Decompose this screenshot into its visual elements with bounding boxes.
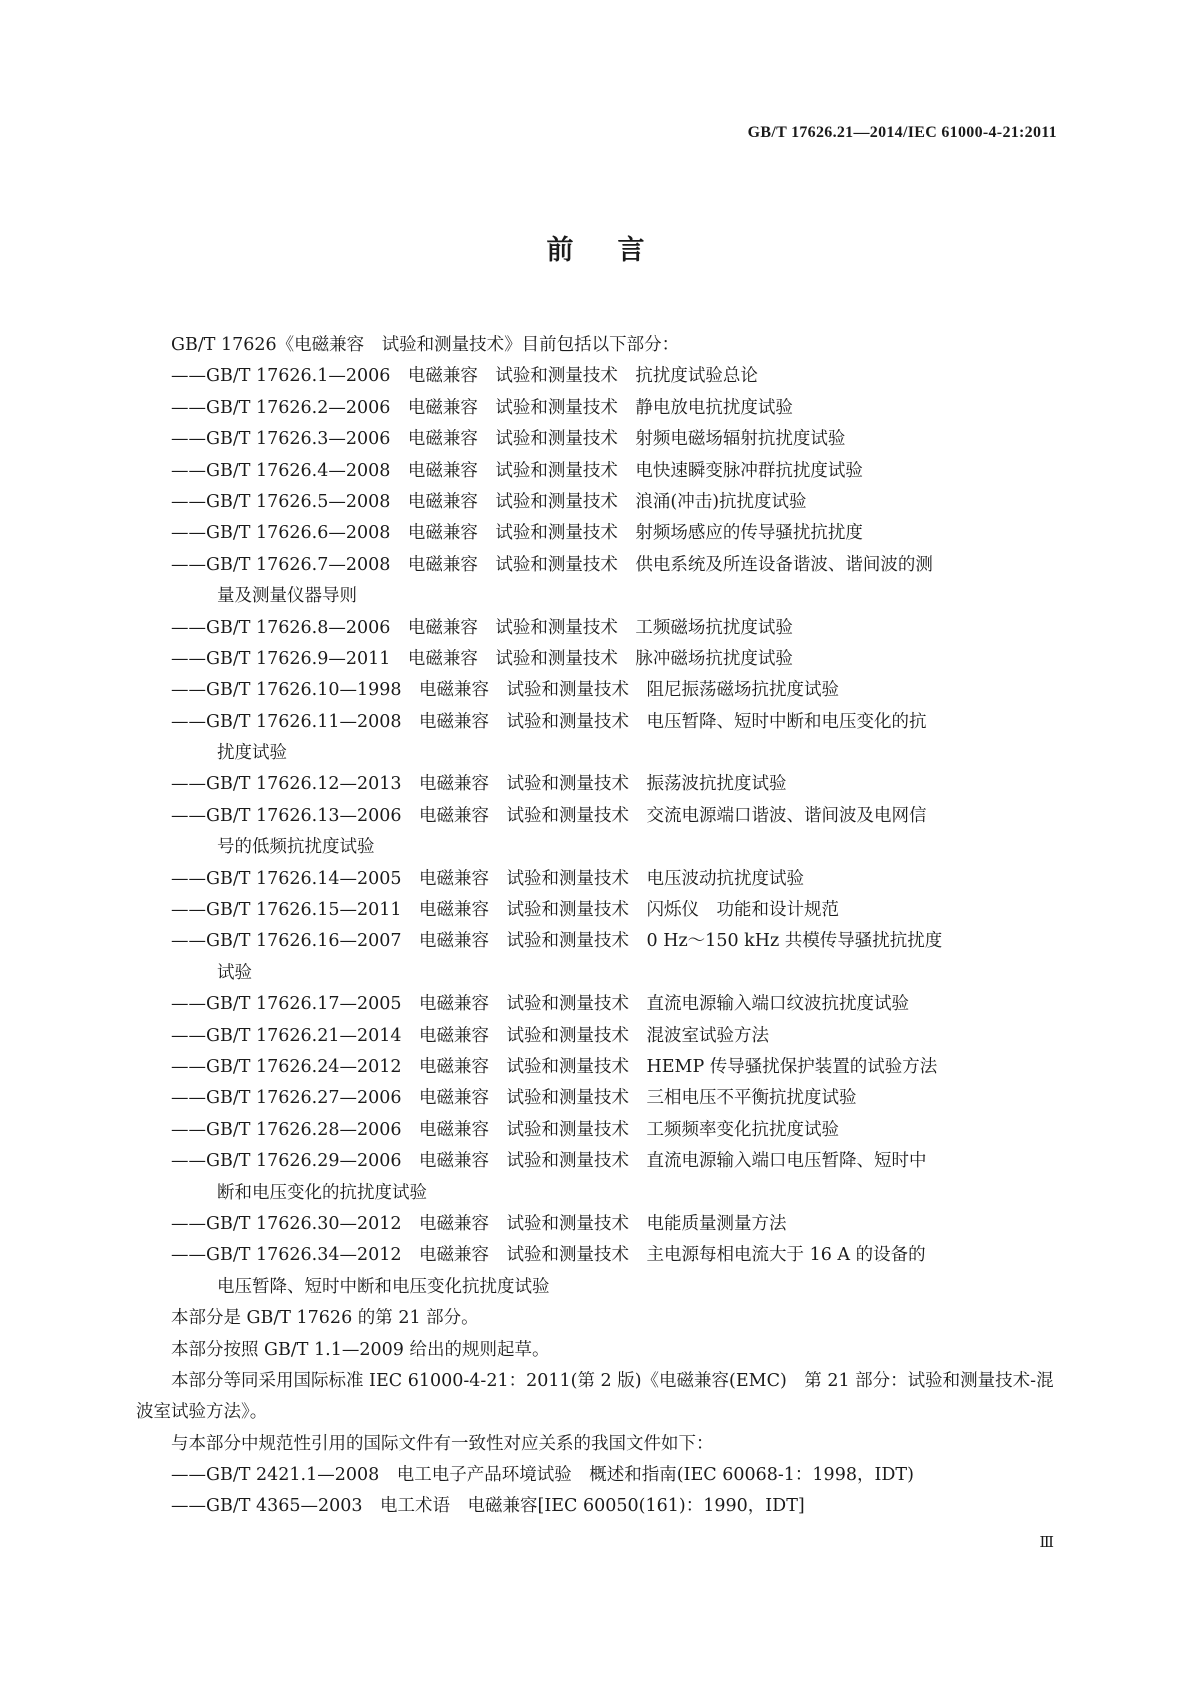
list-item: ——GB/T 17626.9—2011 电磁兼容 试验和测量技术 脉冲磁场抗扰度试验 bbox=[171, 648, 793, 669]
list-item: ——GB/T 17626.6—2008 电磁兼容 试验和测量技术 射频场感应的传导骚扰抗扰度 bbox=[171, 523, 863, 544]
reference-item: ——GB/T 4365—2003 电工术语 电磁兼容[IEC 60050(161)：1990，IDT] bbox=[171, 1496, 805, 1517]
list-item: ——GB/T 17626.1—2006 电磁兼容 试验和测量技术 抗扰度试验总论 bbox=[171, 366, 758, 387]
list-item: ——GB/T 17626.12—2013 电磁兼容 试验和测量技术 振荡波抗扰度试验 bbox=[171, 774, 787, 795]
drafting-rules-paragraph: 本部分按照 GB/T 1.1—2009 给出的规则起草。 bbox=[171, 1339, 550, 1360]
list-item: ——GB/T 17626.11—2008 电磁兼容 试验和测量技术 电压暂降、短时中断和电压变化的抗 bbox=[171, 711, 927, 732]
list-item: ——GB/T 17626.24—2012 电磁兼容 试验和测量技术 HEMP 传导骚扰保护装置的试验方法 bbox=[171, 1056, 938, 1077]
list-item: ——GB/T 17626.10—1998 电磁兼容 试验和测量技术 阻尼振荡磁场抗扰度试验 bbox=[171, 680, 840, 701]
list-item: ——GB/T 17626.4—2008 电磁兼容 试验和测量技术 电快速瞬变脉冲群抗扰度试验 bbox=[171, 460, 863, 481]
list-item: ——GB/T 17626.29—2006 电磁兼容 试验和测量技术 直流电源输入端口电压暂降、短时中 bbox=[171, 1151, 927, 1172]
foreword-body bbox=[136, 330, 1058, 1523]
list-item-continuation: 试验 bbox=[217, 962, 252, 983]
list-item-continuation: 断和电压变化的抗扰度试验 bbox=[217, 1182, 427, 1203]
page-number: Ⅲ bbox=[1039, 1535, 1053, 1551]
list-item-continuation: 扰度试验 bbox=[217, 743, 287, 764]
list-item: ——GB/T 17626.13—2006 电磁兼容 试验和测量技术 交流电源端口谐波、谐间波及电网信 bbox=[171, 805, 927, 826]
list-item: ——GB/T 17626.3—2006 电磁兼容 试验和测量技术 射频电磁场辐射抗扰度试验 bbox=[171, 429, 846, 450]
list-item: ——GB/T 17626.27—2006 电磁兼容 试验和测量技术 三相电压不平衡抗扰度试验 bbox=[171, 1088, 857, 1109]
list-item: ——GB/T 17626.34—2012 电磁兼容 试验和测量技术 主电源每相电流大于 16 A 的设备的 bbox=[171, 1245, 926, 1266]
list-item: ——GB/T 17626.30—2012 电磁兼容 试验和测量技术 电能质量测量方法 bbox=[171, 1213, 787, 1234]
list-item: ——GB/T 17626.28—2006 电磁兼容 试验和测量技术 工频频率变化抗扰度试验 bbox=[171, 1119, 840, 1140]
part-number-paragraph: 本部分是 GB/T 17626 的第 21 部分。 bbox=[171, 1308, 479, 1329]
list-item: ——GB/T 17626.14—2005 电磁兼容 试验和测量技术 电压波动抗扰度试验 bbox=[171, 868, 805, 889]
list-item: ——GB/T 17626.16—2007 电磁兼容 试验和测量技术 0 Hz～150 kHz 共模传导骚扰抗扰度 bbox=[171, 931, 943, 952]
list-item-continuation: 量及测量仪器导则 bbox=[217, 586, 357, 607]
list-item: ——GB/T 17626.2—2006 电磁兼容 试验和测量技术 静电放电抗扰度试验 bbox=[171, 397, 793, 418]
list-item: ——GB/T 17626.7—2008 电磁兼容 试验和测量技术 供电系统及所连设备谐波、谐间波的测 bbox=[171, 554, 933, 575]
list-item: ——GB/T 17626.8—2006 电磁兼容 试验和测量技术 工频磁场抗扰度试验 bbox=[171, 617, 793, 638]
adoption-paragraph: 本部分等同采用国际标准 IEC 61000-4-21：2011(第 2 版)《电磁兼容(EMC) 第 21 部分：试验和测量技术-混波室试验方法》。 bbox=[136, 1370, 1054, 1423]
list-item: ——GB/T 17626.17—2005 电磁兼容 试验和测量技术 直流电源输入端口纹波抗扰度试验 bbox=[171, 994, 910, 1015]
intro-paragraph: GB/T 17626《电磁兼容 试验和测量技术》目前包括以下部分： bbox=[171, 335, 680, 355]
list-item: ——GB/T 17626.15—2011 电磁兼容 试验和测量技术 闪烁仪 功能和设计规范 bbox=[171, 900, 840, 921]
list-item-continuation: 号的低频抗扰度试验 bbox=[217, 837, 375, 858]
page-title: 前言 bbox=[546, 235, 689, 266]
references-intro-paragraph: 与本部分中规范性引用的国际文件有一致性对应关系的我国文件如下： bbox=[171, 1433, 714, 1454]
list-item: ——GB/T 17626.21—2014 电磁兼容 试验和测量技术 混波室试验方法 bbox=[171, 1025, 770, 1046]
list-item-continuation: 电压暂降、短时中断和电压变化抗扰度试验 bbox=[217, 1276, 550, 1297]
reference-item: ——GB/T 2421.1—2008 电工电子产品环境试验 概述和指南(IEC 60068-1：1998，IDT) bbox=[171, 1465, 914, 1486]
list-item: ——GB/T 17626.5—2008 电磁兼容 试验和测量技术 浪涌(冲击)抗扰度试验 bbox=[171, 491, 807, 512]
standard-number: GB/T 17626.21—2014/IEC 61000-4-21:2011 bbox=[747, 124, 1057, 141]
